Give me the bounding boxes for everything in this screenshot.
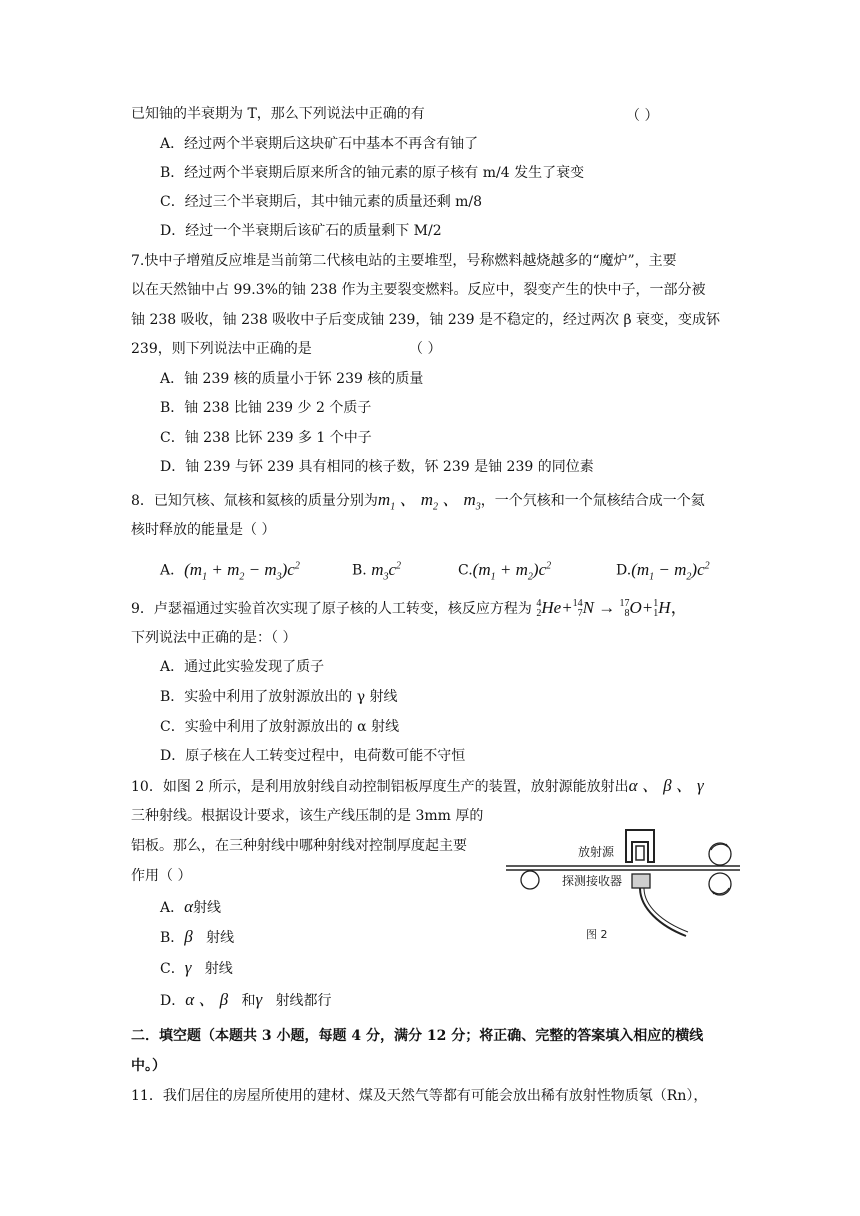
q10-option-d-symbol-2: γ <box>255 990 263 1009</box>
q6-option-c: C．经过三个半衰期后，其中铀元素的质量还剩 m/8 <box>160 194 483 210</box>
q7-option-a: A．铀 239 核的质量小于钚 239 核的质量 <box>160 371 424 387</box>
q10-option-b-label: B． <box>160 930 185 946</box>
q8-stem-text-b: ，一个氕核和一个氚核结合成一个氦 <box>480 493 705 509</box>
q10-option-b <box>160 927 234 948</box>
q9-option-b: B．实验中利用了放射源放出的 γ 射线 <box>160 689 398 705</box>
q8-stem-line2: 核时释放的能量是（ ） <box>131 522 276 538</box>
q7-stem-line3: 铀 238 吸收，铀 238 吸收中子后变成铀 239，铀 239 是不稳定的，经过两次 β 衰变，变成钚 <box>131 312 721 328</box>
q10-option-d-and: 和 <box>241 993 256 1009</box>
q8-option-b <box>352 556 401 587</box>
q7-stem-line2: 以在天然铀中占 99.3%的铀 238 作为主要裂变燃料。反应中，裂变产生的快中子，一部分被 <box>131 282 706 298</box>
detector-cable <box>640 888 686 936</box>
q10-option-a <box>160 897 221 918</box>
detector-label: 探测接收器 <box>562 874 623 888</box>
q6-option-b: B．经过两个半衰期后原来所含的铀元素的原子核有 m/4 发生了衰变 <box>160 165 585 181</box>
q8-option-b-formula: $m_3c^2$ <box>371 559 402 583</box>
q7-option-c: C．铀 238 比钚 239 多 1 个中子 <box>160 430 372 446</box>
q7-option-d: D．铀 239 与钚 239 具有相同的核子数，钚 239 是铀 239 的同位素 <box>160 459 594 475</box>
q7-stem-line4: 239，则下列说法中正确的是 <box>131 341 312 357</box>
q10-option-b-symbol: β <box>184 927 193 946</box>
q8-option-c <box>458 556 551 587</box>
q10-option-d-symbol-1: α 、 β <box>185 990 229 1009</box>
q7-stem-line1: 7.快中子增殖反应堆是当前第二代核电站的主要堆型，号称燃料越烧越多的“魔炉”，主要 <box>131 253 677 269</box>
q10-rays-symbols: α 、 β 、 γ <box>628 776 704 795</box>
q10-option-a-label: A． <box>160 900 185 916</box>
section-2-heading-line2: 中。） <box>131 1058 166 1074</box>
q10-option-c-text: 射线 <box>204 961 233 977</box>
q10-stem-line3: 铝板。那么，在三种射线中哪种射线对控制厚度起主要 <box>131 838 467 854</box>
q10-option-a-text: 射线 <box>193 900 222 916</box>
q8-option-a-label: A． <box>160 562 185 579</box>
q8-option-b-label: B. <box>352 562 367 579</box>
q10-option-a-symbol: α <box>184 897 194 916</box>
q6-answer-paren: （ ） <box>626 108 659 124</box>
q10-stem-line2: 三种射线。根据设计要求，该生产线压制的是 3mm 厚的 <box>131 808 484 824</box>
source-label: 放射源 <box>578 845 615 859</box>
q9-stem-text: 9．卢瑟福通过实验首次实现了原子核的人工转变，核反应方程为 <box>131 601 532 617</box>
q10-option-b-text: 射线 <box>206 930 235 946</box>
q8-masses-formula: $m_1$ 、 $m_2$ 、 $m_3$ <box>377 490 481 513</box>
q8-option-d <box>616 556 710 587</box>
q10-option-d-label: D． <box>160 993 186 1009</box>
q10-stem-line1 <box>131 776 704 797</box>
q11-stem-line1: 11．我们居住的房屋所使用的建材、煤及天然气等都有可能会放出稀有放射性物质氡（Rn）， <box>131 1088 708 1104</box>
q8-option-a <box>160 556 300 587</box>
q7-option-b: B．铀 238 比铀 239 少 2 个质子 <box>160 400 372 416</box>
q8-option-d-formula: $(m_1 - m_2)c^2$ <box>631 559 710 583</box>
q9-stem-line2: 下列说法中正确的是：（ ） <box>131 630 297 646</box>
q8-option-a-formula: $(m_1 + m_2 - m_3)c^2$ <box>184 559 300 583</box>
q9-option-c: C．实验中利用了放射源放出的 α 射线 <box>160 719 400 735</box>
q10-option-c <box>160 958 233 979</box>
q6-option-a: A．经过两个半衰期后这块矿石中基本不再含有铀了 <box>160 136 479 152</box>
q9-option-a: A．通过此实验发现了质子 <box>160 659 325 675</box>
q9-stem-line1: 9．卢瑟福通过实验首次实现了原子核的人工转变，核反应方程为 4 2 He+ 14 7 N → 17 8 O+ 1 1 H， <box>131 598 688 620</box>
radiation-source-core <box>636 846 644 860</box>
q9-reaction-equation: 4 2 He+ 14 7 N → 17 8 O+ 1 1 H <box>536 598 671 620</box>
q8-stem-line1 <box>131 490 705 517</box>
figure-2-diagram <box>500 818 745 946</box>
q10-stem-line4: 作用（ ） <box>131 868 192 884</box>
q10-stem-text: 10．如图 2 所示，是利用放射线自动控制铝板厚度生产的装置，放射源能放射出 <box>131 779 629 795</box>
q8-stem-text-a: 8．已知氕核、氚核和氦核的质量分别为 <box>131 493 378 509</box>
q10-option-c-label: C． <box>160 961 185 977</box>
figure-caption: 图 2 <box>586 928 608 941</box>
detector-box <box>632 874 650 888</box>
q8-option-d-label: D. <box>616 562 632 579</box>
q7-answer-paren: （ ） <box>409 341 442 357</box>
q6-stem: 已知铀的半衰期为 T，那么下列说法中正确的有 <box>131 106 425 122</box>
q9-option-d: D．原子核在人工转变过程中，电荷数可能不守恒 <box>160 748 466 764</box>
q10-option-d-text: 射线都行 <box>275 993 332 1009</box>
section-2-heading-line1: 二．填空题（本题共 3 小题，每题 4 分，满分 12 分；将正确、完整的答案填入相应的横线 <box>131 1028 704 1044</box>
q10-option-c-symbol: γ <box>184 958 192 977</box>
q8-option-c-label: C. <box>458 562 473 579</box>
q8-option-c-formula: $(m_1 + m_2)c^2$ <box>472 559 552 583</box>
q10-option-d <box>160 990 332 1011</box>
q6-option-d: D．经过一个半衰期后该矿石的质量剩下 M/2 <box>160 223 442 239</box>
